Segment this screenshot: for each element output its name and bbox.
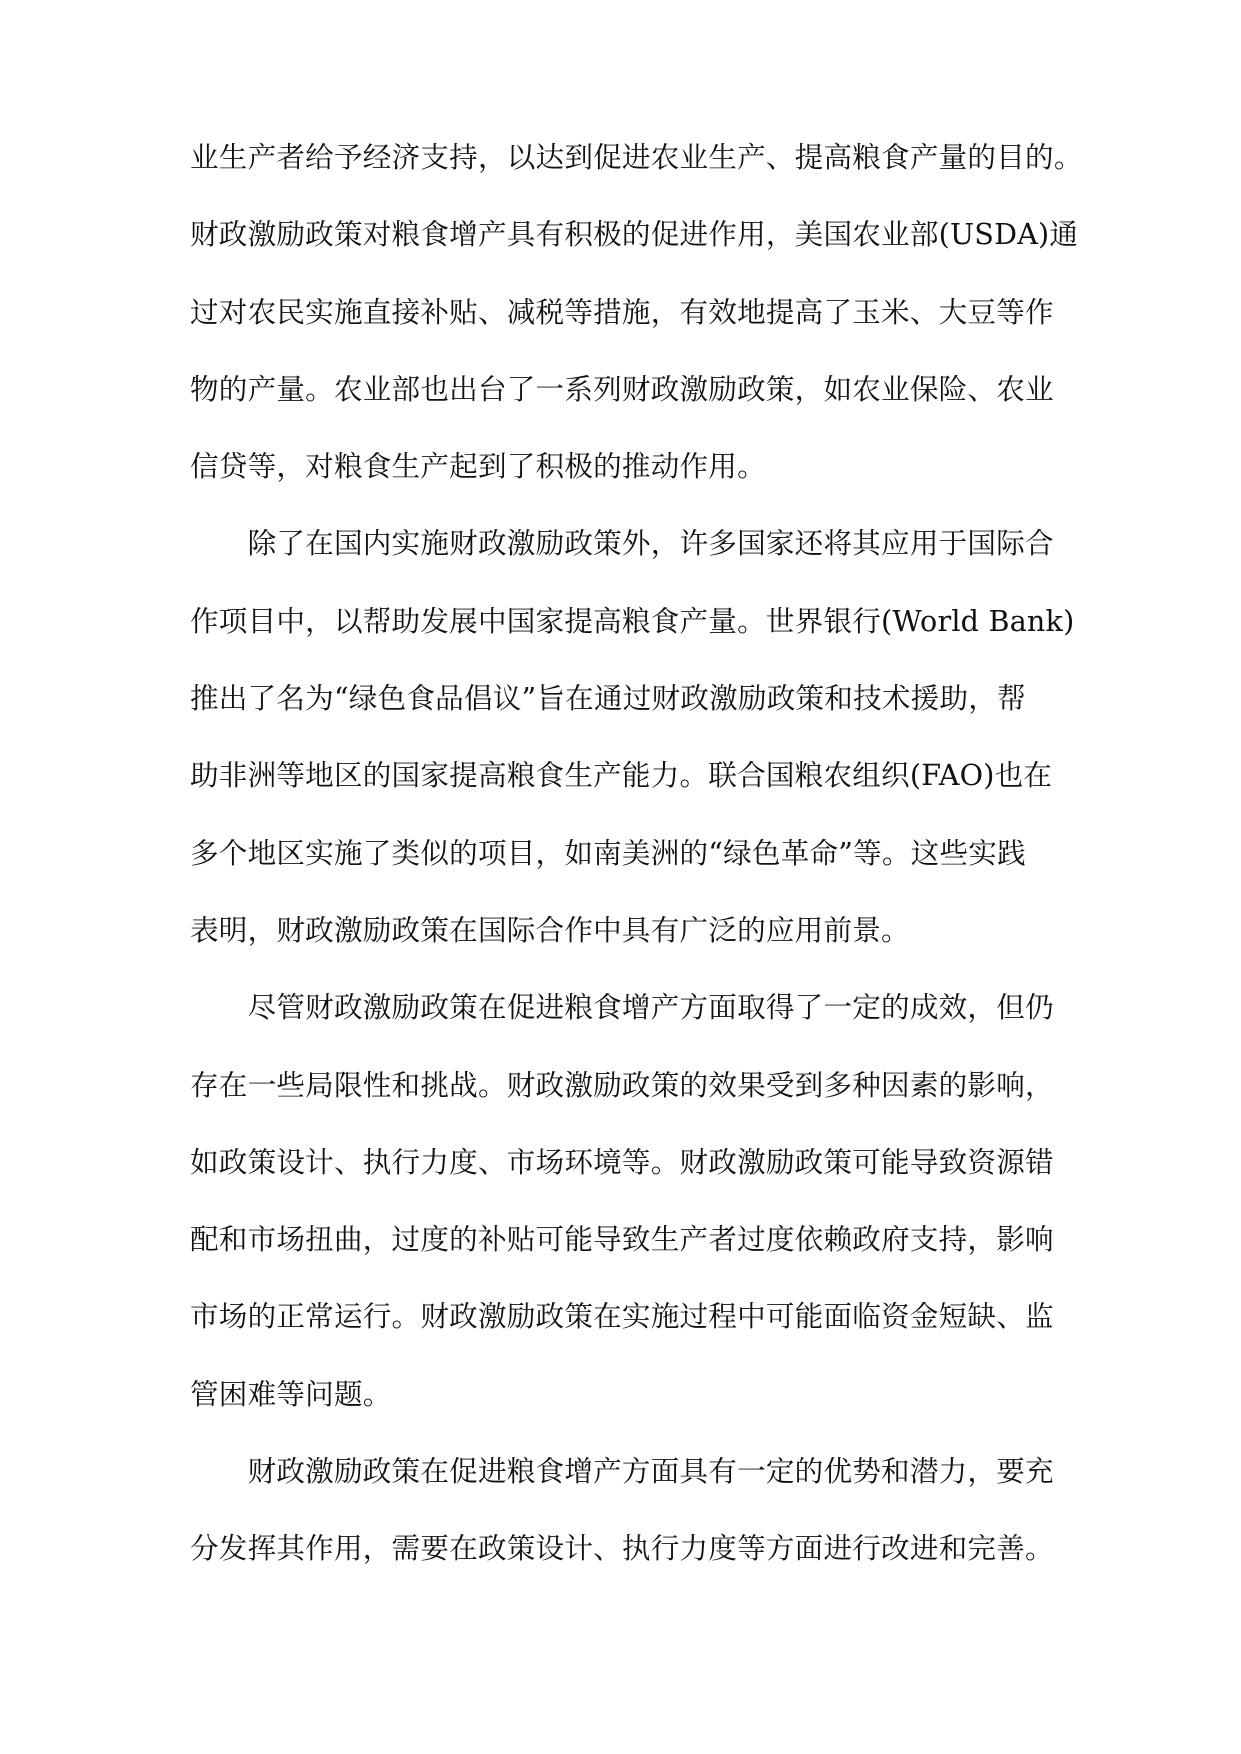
text-line: 多个地区实施了类似的项目，如南美洲的“绿色革命”等。这些实践	[190, 835, 1026, 870]
text-line: 财政激励政策在促进粮食增产方面具有一定的优势和潜力，要充	[190, 1454, 1054, 1489]
text-line: 业生产者给予经济支持，以达到促进农业生产、提高粮食产量的目的。	[190, 140, 1083, 174]
text-line: 过对农民实施直接补贴、减税等措施，有效地提高了玉米、大豆等作	[190, 294, 1054, 329]
text-line: 配和市场扭曲，过度的补贴可能导致生产者过度依赖政府支持，影响	[190, 1222, 1054, 1257]
text-line: 物的产量。农业部也出台了一系列财政激励政策，如农业保险、农业	[190, 371, 1054, 406]
text-line: 信贷等，对粮食生产起到了积极的推动作用。	[190, 449, 766, 484]
text-line: 存在一些局限性和挑战。财政激励政策的效果受到多种因素的影响，	[190, 1067, 1054, 1102]
text-line: 推出了名为“绿色食品倡议”旨在通过财政激励政策和技术援助，帮	[190, 681, 1026, 716]
text-line: 尽管财政激励政策在促进粮食增产方面取得了一定的成效，但仍	[190, 990, 1054, 1025]
text-line: 市场的正常运行。财政激励政策在实施过程中可能面临资金短缺、监	[190, 1299, 1054, 1334]
text-line: 分发挥其作用，需要在政策设计、执行力度等方面进行改进和完善。	[190, 1531, 1054, 1566]
text-line: 作项目中，以帮助发展中国家提高粮食产量。世界银行(World Bank)	[190, 603, 1075, 638]
text-line: 助非洲等地区的国家提高粮食生产能力。联合国粮农组织(FAO)也在	[190, 758, 1053, 793]
text-line: 财政激励政策对粮食增产具有积极的促进作用，美国农业部(USDA)通	[190, 217, 1079, 252]
text-line: 表明，财政激励政策在国际合作中具有广泛的应用前景。	[190, 912, 910, 947]
text-line: 管困难等问题。	[190, 1376, 392, 1411]
text-line: 除了在国内实施财政激励政策外，许多国家还将其应用于国际合	[190, 526, 1054, 561]
text-line: 如政策设计、执行力度、市场环境等。财政激励政策可能导致资源错	[190, 1144, 1054, 1179]
body-text	[190, 139, 1083, 1608]
